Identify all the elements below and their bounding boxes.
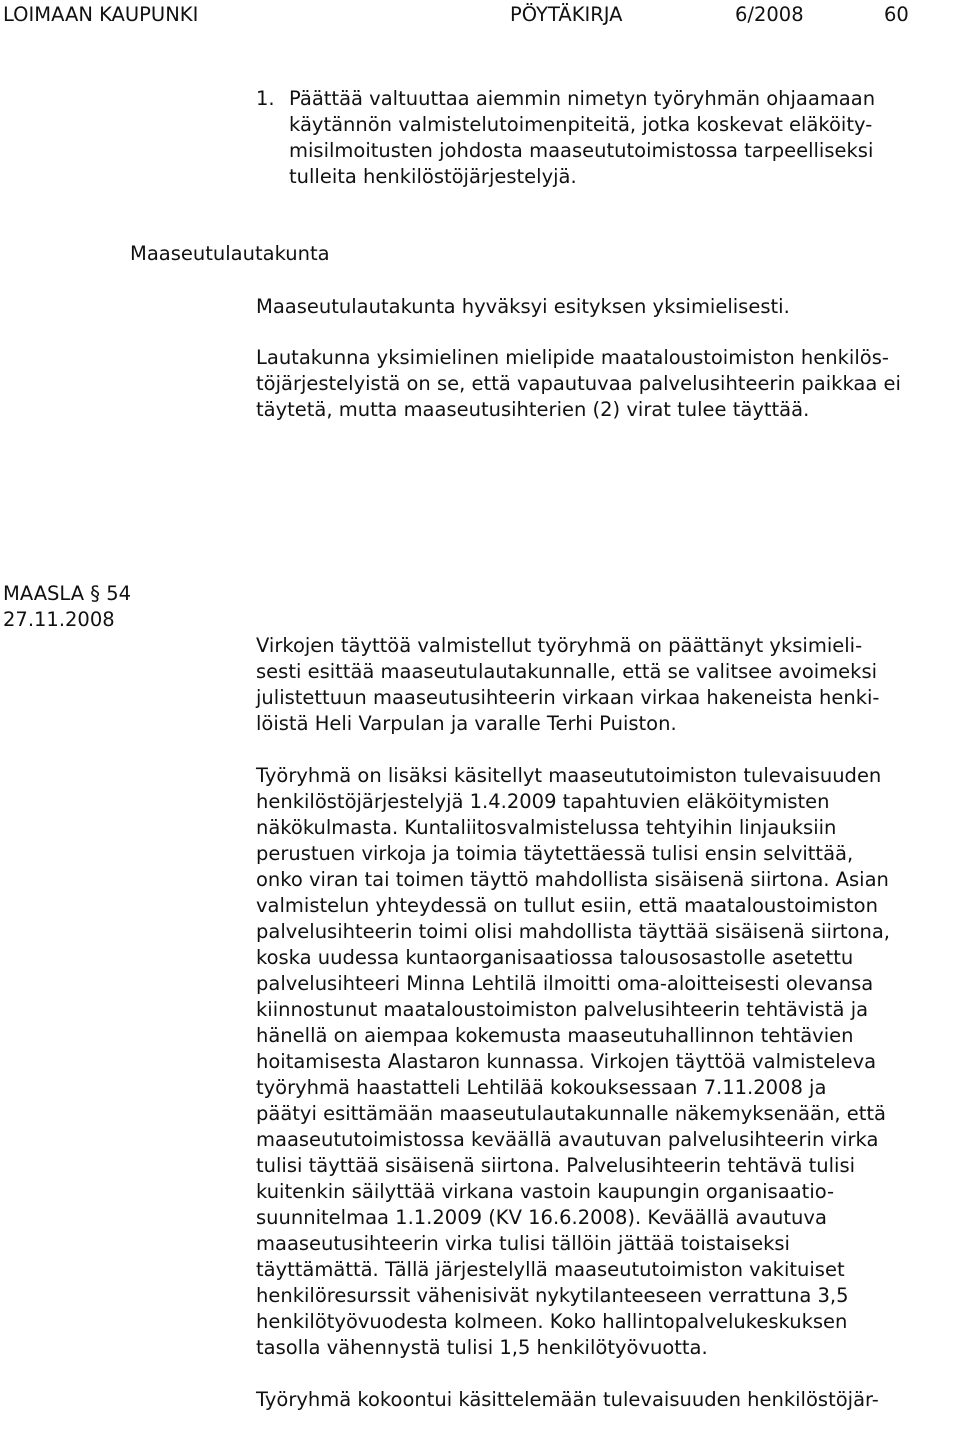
paragraph-line: tulisi täyttää sisäisenä siirtona. Palvelusihteerin tehtävä tulisi bbox=[256, 1154, 856, 1177]
decision-item-line: tulleita henkilöstöjärjestelyjä. bbox=[289, 165, 577, 188]
paragraph-line: kiinnostunut maataloustoimiston palvelusihteerin tehtävistä ja bbox=[256, 998, 869, 1021]
paragraph-line: päätyi esittämään maaseutulautakunnalle näkemyksenään, että bbox=[256, 1102, 886, 1125]
paragraph-line: löistä Heli Varpulan ja varalle Terhi Puiston. bbox=[256, 712, 677, 735]
paragraph-line: kuitenkin säilyttää virkana vastoin kaupungin organisaatio- bbox=[256, 1180, 835, 1203]
paragraph-line: Virkojen täyttöä valmistellut työryhmä on päättänyt yksimieli- bbox=[256, 634, 863, 657]
case-reference-label: MAASLA bbox=[3, 582, 85, 605]
paragraph-line: suunnitelmaa 1.1.2009 (KV 16.6.2008). Keväällä avautuva bbox=[256, 1206, 827, 1229]
decision-item-number: 1. bbox=[256, 87, 275, 110]
header-organization: LOIMAAN KAUPUNKI bbox=[3, 3, 199, 26]
paragraph-line: henkilöresurssit vähenisivät nykytilanteeseen verrattuna 3,5 bbox=[256, 1284, 849, 1307]
paragraph-line: henkilöstöjärjestelyjä 1.4.2009 tapahtuvien eläköitymisten bbox=[256, 790, 830, 813]
board-opinion-line: täytetä, mutta maaseutusihterien (2) virat tulee täyttää. bbox=[256, 398, 810, 421]
paragraph-line: maaseutusihteerin virka tulisi tällöin jättää toistaiseksi bbox=[256, 1232, 790, 1255]
paragraph-line: valmistelun yhteydessä on tullut esiin, että maataloustoimiston bbox=[256, 894, 878, 917]
paragraph-line: julistettuun maaseutusihteerin virkaan virkaa hakeneista henki- bbox=[256, 686, 880, 709]
paragraph-line: palvelusihteerin toimi olisi mahdollista täyttää sisäisenä siirtona, bbox=[256, 920, 890, 943]
paragraph-line: Työryhmä on lisäksi käsitellyt maaseututoimiston tulevaisuuden bbox=[256, 764, 882, 787]
paragraph-line: näkökulmasta. Kuntaliitosvalmistelussa tehtyihin linjauksiin bbox=[256, 816, 837, 839]
paragraph-line: Työryhmä kokoontui käsittelemään tulevaisuuden henkilöstöjär- bbox=[256, 1388, 879, 1411]
board-opinion-line: Lautakunna yksimielinen mielipide maataloustoimiston henkilös- bbox=[256, 346, 889, 369]
paragraph-line: hänellä on aiempaa kokemusta maaseutuhallinnon tehtävien bbox=[256, 1024, 854, 1047]
paragraph-line: sesti esittää maaseutulautakunnalle, että se valitsee avoimeksi bbox=[256, 660, 878, 683]
header-issue: 6/2008 bbox=[735, 3, 804, 26]
paragraph-line: perustuen virkoja ja toimia täytettäessä tulisi ensin selvittää, bbox=[256, 842, 854, 865]
paragraph-line: onko viran tai toimen täyttö mahdollista sisäisenä siirtona. Asian bbox=[256, 868, 889, 891]
paragraph-line: työryhmä haastatteli Lehtilää kokouksessaan 7.11.2008 ja bbox=[256, 1076, 827, 1099]
paragraph-line: palvelusihteeri Minna Lehtilä ilmoitti oma-aloitteisesti olevansa bbox=[256, 972, 874, 995]
paragraph-line: koska uudessa kuntaorganisaatiossa talousosastolle asetettu bbox=[256, 946, 854, 969]
case-reference-number: 54 bbox=[106, 582, 132, 605]
case-reference-date: 27.11.2008 bbox=[3, 608, 115, 631]
board-heading: Maaseutulautakunta bbox=[130, 242, 330, 265]
paragraph-line: täyttämättä. Tällä järjestelyllä maaseututoimiston vakituiset bbox=[256, 1258, 845, 1281]
section-sign: § bbox=[90, 582, 101, 605]
paragraph-line: hoitamisesta Alastaron kunnassa. Virkojen täyttöä valmisteleva bbox=[256, 1050, 877, 1073]
case-reference-code bbox=[3, 581, 131, 607]
decision-item-line: käytännön valmistelutoimenpiteitä, jotka koskevat eläköity- bbox=[289, 113, 873, 136]
paragraph-line: henkilötyövuodesta kolmeen. Koko hallintopalvelukeskuksen bbox=[256, 1310, 848, 1333]
board-decision: Maaseutulautakunta hyväksyi esityksen yksimielisesti. bbox=[256, 295, 790, 318]
paragraph-line: tasolla vähennystä tulisi 1,5 henkilötyövuotta. bbox=[256, 1336, 708, 1359]
paragraph-line: maaseututoimistossa keväällä avautuvan palvelusihteerin virka bbox=[256, 1128, 879, 1151]
header-document-type: PÖYTÄKIRJA bbox=[510, 3, 623, 26]
header-page-number: 60 bbox=[884, 3, 909, 26]
decision-item-line: misilmoitusten johdosta maaseututoimistossa tarpeelliseksi bbox=[289, 139, 874, 162]
board-opinion-line: töjärjestelyistä on se, että vapautuvaa palvelusihteerin paikkaa ei bbox=[256, 372, 901, 395]
decision-item-line: Päättää valtuuttaa aiemmin nimetyn työryhmän ohjaamaan bbox=[289, 87, 876, 110]
